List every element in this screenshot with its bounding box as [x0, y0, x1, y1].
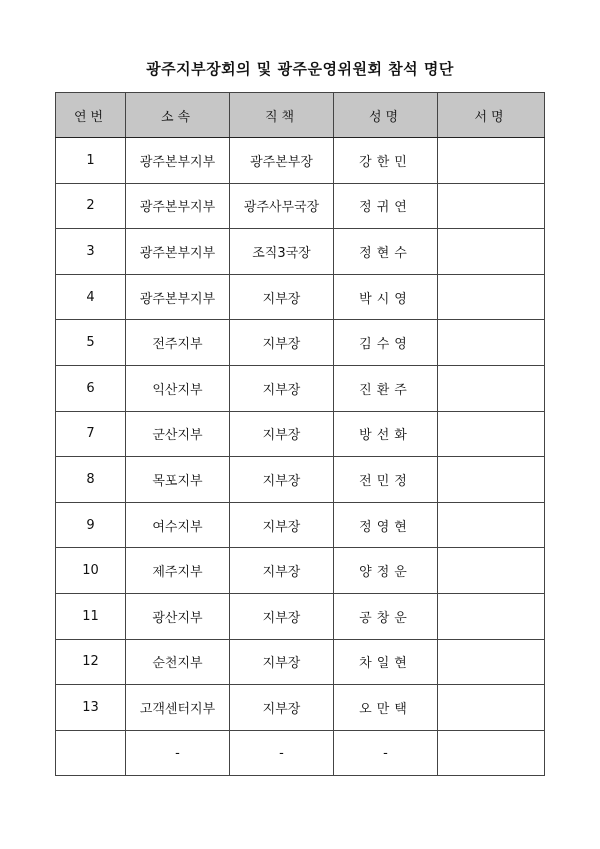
- row-number: 9: [56, 502, 126, 548]
- row-number: 3: [56, 229, 126, 275]
- row-name: 강한민: [334, 138, 438, 184]
- row-affiliation: 제주지부: [126, 548, 230, 594]
- row-name: 김수영: [334, 320, 438, 366]
- table-row: [56, 593, 545, 639]
- row-affiliation: 순천지부: [126, 639, 230, 685]
- row-position: 광주사무국장: [230, 183, 334, 229]
- row-name: 정영현: [334, 502, 438, 548]
- row-affiliation: 광주본부지부: [126, 274, 230, 320]
- row-name: 방선화: [334, 411, 438, 457]
- row-affiliation: 광주본부지부: [126, 183, 230, 229]
- row-affiliation: 목포지부: [126, 457, 230, 503]
- row-position: 지부장: [230, 502, 334, 548]
- table-row: [56, 365, 545, 411]
- row-signature-cell: [438, 138, 545, 184]
- row-number: 11: [56, 593, 126, 639]
- table-row: [56, 548, 545, 594]
- row-number: 8: [56, 457, 126, 503]
- row-position: 지부장: [230, 320, 334, 366]
- attendance-table: [55, 92, 545, 776]
- header-signature: 서명: [438, 93, 545, 138]
- row-signature-cell: [438, 183, 545, 229]
- row-affiliation: 군산지부: [126, 411, 230, 457]
- row-affiliation: 여수지부: [126, 502, 230, 548]
- row-name: 공창운: [334, 593, 438, 639]
- row-name: 진환주: [334, 365, 438, 411]
- table-row: [56, 502, 545, 548]
- row-position: 지부장: [230, 365, 334, 411]
- row-number: 4: [56, 274, 126, 320]
- row-number: 10: [56, 548, 126, 594]
- row-name: 전민정: [334, 457, 438, 503]
- row-number: 7: [56, 411, 126, 457]
- header-affiliation: 소속: [126, 93, 230, 138]
- row-name: 오만택: [334, 685, 438, 731]
- row-affiliation: 전주지부: [126, 320, 230, 366]
- row-affiliation: -: [126, 730, 230, 776]
- row-name: 정귀연: [334, 183, 438, 229]
- row-position: 지부장: [230, 685, 334, 731]
- row-name: 차일현: [334, 639, 438, 685]
- row-signature-cell: [438, 548, 545, 594]
- row-signature-cell: [438, 365, 545, 411]
- row-affiliation: 광산지부: [126, 593, 230, 639]
- row-position: 지부장: [230, 639, 334, 685]
- row-position: 지부장: [230, 593, 334, 639]
- row-position: 지부장: [230, 457, 334, 503]
- row-number: 2: [56, 183, 126, 229]
- row-affiliation: 광주본부지부: [126, 138, 230, 184]
- row-signature-cell: [438, 593, 545, 639]
- table-row: [56, 685, 545, 731]
- row-position: 지부장: [230, 274, 334, 320]
- table-row: [56, 229, 545, 275]
- table-row: [56, 411, 545, 457]
- table-row: [56, 320, 545, 366]
- row-position: 지부장: [230, 548, 334, 594]
- row-number: 1: [56, 138, 126, 184]
- row-name: 양정운: [334, 548, 438, 594]
- table-row: [56, 138, 545, 184]
- row-affiliation: 광주본부지부: [126, 229, 230, 275]
- row-number: 6: [56, 365, 126, 411]
- table-row: [56, 183, 545, 229]
- header-name: 성명: [334, 93, 438, 138]
- row-name: -: [334, 730, 438, 776]
- row-signature-cell: [438, 502, 545, 548]
- table-row: [56, 457, 545, 503]
- row-number: 5: [56, 320, 126, 366]
- row-position: 지부장: [230, 411, 334, 457]
- document-title: 광주지부장회의 및 광주운영위원회 참석 명단: [146, 60, 454, 78]
- row-number: 12: [56, 639, 126, 685]
- row-position: 조직3국장: [230, 229, 334, 275]
- table-header-row: [56, 93, 545, 138]
- row-affiliation: 고객센터지부: [126, 685, 230, 731]
- row-signature-cell: [438, 685, 545, 731]
- row-signature-cell: [438, 730, 545, 776]
- table-row: [56, 639, 545, 685]
- row-number: [56, 730, 126, 776]
- row-signature-cell: [438, 274, 545, 320]
- table-row: [56, 730, 545, 776]
- row-affiliation: 익산지부: [126, 365, 230, 411]
- header-position: 직책: [230, 93, 334, 138]
- row-position: -: [230, 730, 334, 776]
- row-signature-cell: [438, 411, 545, 457]
- header-number: 연번: [56, 93, 126, 138]
- row-position: 광주본부장: [230, 138, 334, 184]
- row-signature-cell: [438, 229, 545, 275]
- table-row: [56, 274, 545, 320]
- row-signature-cell: [438, 320, 545, 366]
- row-signature-cell: [438, 457, 545, 503]
- row-name: 박시영: [334, 274, 438, 320]
- row-number: 13: [56, 685, 126, 731]
- row-name: 정현수: [334, 229, 438, 275]
- row-signature-cell: [438, 639, 545, 685]
